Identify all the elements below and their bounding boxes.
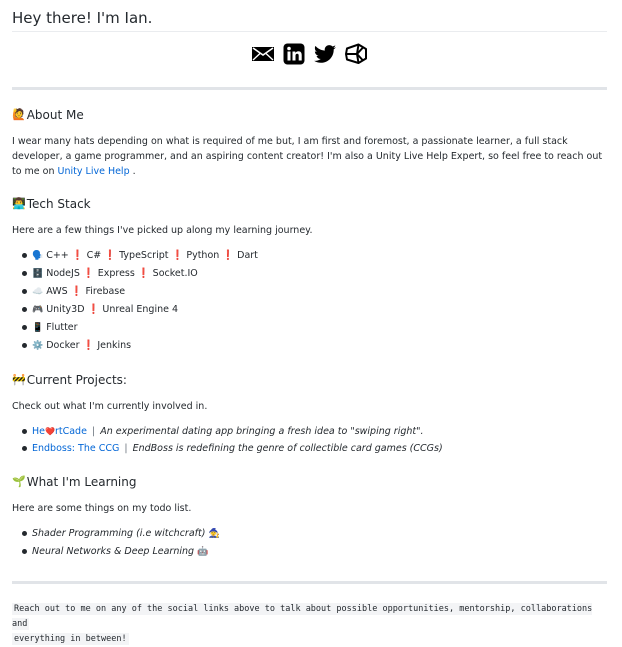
list-item-text: C++ ❗ C# ❗ TypeScript ❗ Python ❗ Dart [46,250,258,261]
email-icon [251,42,275,66]
technologist-icon: 👨‍💻 [12,197,26,210]
list-item [32,319,607,337]
list-item [32,337,607,355]
email-link[interactable] [251,42,275,66]
projects-list [12,423,607,457]
cloud-icon: ☁️ [32,287,44,297]
list-item-text: Neural Networks & Deep Learning [32,546,195,557]
projects-heading-text: Current Projects: [26,373,127,387]
list-item [32,440,607,457]
tech-intro: Here are a few things I've picked up along my learning journey. [12,225,313,236]
projects-intro: Check out what I'm currently involved in. [12,401,208,412]
tech-heading [12,196,607,212]
projects-heading [12,372,607,388]
learning-heading [12,474,607,490]
construction-icon: 🚧 [12,373,26,386]
readme-content [12,0,607,647]
list-item-text: Flutter [46,322,78,333]
twitter-link[interactable] [313,42,337,66]
page-title: Hey there! I'm Ian. [12,0,607,32]
unity-live-help-link[interactable]: Unity Live Help [57,166,130,177]
project-description: EndBoss is redefining the genre of collectible card games (CCGs) [132,443,443,454]
list-item [32,543,607,561]
list-item-text: AWS ❗ Firebase [46,286,126,297]
endboss-link[interactable]: Endboss: The CCG [32,443,120,454]
divider [12,87,607,90]
seedling-icon: 🌱 [12,475,26,488]
list-item-text: NodeJS ❗ Express ❗ Socket.IO [46,268,198,279]
file-cabinet-icon: 🗄️ [32,269,44,279]
footer-line-2: everything in between! [14,634,127,644]
list-item-text: Docker ❗ Jenkins [46,340,132,351]
heartcade-link-pre: He [32,426,45,437]
project-description: An experimental dating app bringing a fresh idea to "swiping right". [100,426,424,437]
list-item [32,525,607,543]
mage-icon: 🧙 [208,529,220,539]
about-heading [12,107,607,123]
list-item-text: Shader Programming (i.e witchcraft) [32,528,206,539]
learning-section [12,474,607,561]
unity-icon [344,42,368,66]
heart-icon: ❤️ [45,427,55,436]
tech-heading-text: Tech Stack [26,197,91,211]
learning-intro: Here are some things on my todo list. [12,503,192,514]
gear-icon: ⚙️ [32,341,44,351]
separator: | [91,426,96,437]
about-tail: . [132,166,136,177]
list-item [32,283,607,301]
about-text [12,134,607,179]
about-section [12,107,607,179]
heartcade-link-post: rtCade [54,426,87,437]
list-item [32,265,607,283]
social-links [12,42,607,66]
speaking-head-icon: 🗣️ [32,251,44,261]
tech-list [12,247,607,355]
raising-hand-icon: 🙋 [12,108,26,121]
list-item [32,247,607,265]
about-body: I wear many hats depending on what is required of me but, I am first and foremost, a passionate learner, a full stack developer, a game programmer, and an aspiring content creator! I'm also a Unity Live Help Expert, so feel free to reach out to me on [12,136,603,177]
divider [12,581,607,584]
list-item [32,301,607,319]
projects-section [12,372,607,457]
robot-icon: 🤖 [197,547,209,557]
twitter-icon [313,42,337,66]
heartcade-link[interactable] [32,426,87,437]
unity-link[interactable] [344,42,368,66]
mobile-phone-icon: 📱 [32,323,44,333]
list-item [32,423,607,440]
linkedin-link[interactable] [282,42,306,66]
footer-line-1: Reach out to me on any of the social links above to talk about possible opportunities, mentorship, collaborations and [12,604,593,629]
about-heading-text: About Me [26,108,84,122]
game-controller-icon: 🎮 [32,305,44,315]
separator: | [124,443,128,454]
tech-section [12,196,607,355]
list-item-text: Unity3D ❗ Unreal Engine 4 [46,304,179,315]
linkedin-icon [282,42,306,66]
learning-heading-text: What I'm Learning [26,475,137,489]
learning-list [12,525,607,561]
